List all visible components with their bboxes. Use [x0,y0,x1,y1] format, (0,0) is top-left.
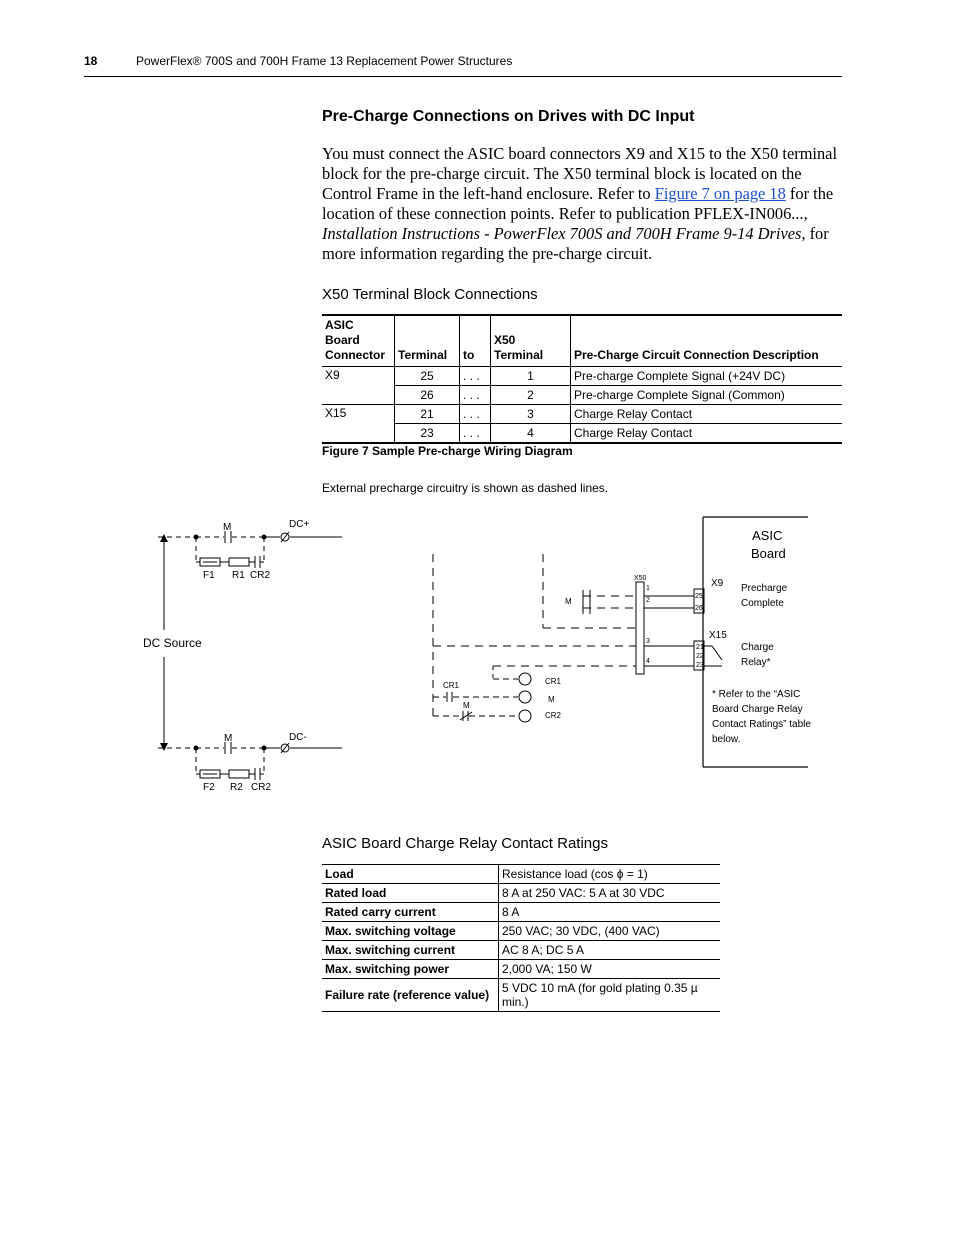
rating-value: 2,000 VA; 150 W [499,960,721,979]
figure-caption: Figure 7 Sample Pre-charge Wiring Diagram [322,444,573,458]
col-description: Pre-Charge Circuit Connection Description [571,315,843,367]
m-contact-label: M [463,701,470,710]
charge-label: Charge [741,642,774,653]
complete-label: Complete [741,598,784,609]
dc-minus-circuit [196,742,342,780]
figure-note: External precharge circuitry is shown as dashed lines. [322,481,609,495]
footnote-line-3: Contact Ratings” table [712,719,811,730]
table-row [322,884,720,903]
table-row [322,941,720,960]
cr2-coil-label: CR2 [545,711,562,720]
pin-22-label: 22 [696,653,704,660]
section-heading: Pre-Charge Connections on Drives with DC Input [322,108,695,125]
x50-terminal-4: 4 [646,658,650,665]
cell-to: . . . [460,367,491,386]
rating-key: Rated carry current [322,903,499,922]
x50-terminal-3: 3 [646,638,650,645]
junction-dot [194,746,199,751]
f2-label: F2 [203,782,215,793]
cell-description: Charge Relay Contact [571,405,843,424]
rating-key: Max. switching power [322,960,499,979]
rating-value: AC 8 A; DC 5 A [499,941,721,960]
footnote-line-2: Board Charge Relay [712,704,803,715]
r1-label: R1 [232,570,245,581]
rating-key: Failure rate (reference value) [322,979,499,1012]
cell-terminal: 23 [395,424,460,444]
rating-value: Resistance load (cos ϕ = 1) [499,865,721,884]
rating-key: Rated load [322,884,499,903]
x50-terminal-block [636,582,694,674]
asic-label: ASIC [752,528,783,543]
cr1-contact-label: CR1 [443,681,460,690]
cell-connector: X15 [325,406,347,420]
table2-caption: ASIC Board Charge Relay Contact Ratings [322,835,608,852]
pin-25-label: 25 [695,593,703,600]
r2-label: R2 [230,782,243,793]
rating-value: 250 VAC; 30 VDC, (400 VAC) [499,922,721,941]
m-label-bottom: M [224,733,233,744]
cell-terminal: 21 [395,405,460,424]
board-label: Board [751,546,786,561]
rating-key: Load [322,865,499,884]
dc-source-label: DC Source [143,636,202,650]
table1-caption: X50 Terminal Block Connections [322,286,538,303]
cell-to: . . . [460,386,491,405]
rating-key: Max. switching current [322,941,499,960]
m-label-top: M [223,522,232,533]
cell-terminal: 26 [395,386,460,405]
pin-21-label: 21 [696,644,704,651]
para-text-2: for the location of these connection points. Refer to publication PFLEX-IN006..., [322,184,834,223]
table-row [322,979,720,1012]
f1-label: F1 [203,570,215,581]
rating-value: 8 A at 250 VAC: 5 A at 30 VDC [499,884,721,903]
table-row [322,922,720,941]
dc-plus-circuit [196,531,342,568]
cell-x50: 2 [491,386,571,405]
col-asic-connector: ASIC Board Connector [325,318,385,362]
cell-to: . . . [460,424,491,444]
precharge-label: Precharge [741,583,788,594]
cr2-label-top: CR2 [250,570,271,581]
running-title: PowerFlex® 700S and 700H Frame 13 Replacement Power Structures [136,54,513,68]
cell-description: Pre-charge Complete Signal (+24V DC) [571,367,843,386]
rating-value: 5 VDC 10 mA (for gold plating 0.35 µ min.) [499,979,721,1012]
cell-terminal: 25 [395,367,460,386]
pin-23-label: 23 [696,662,704,669]
x50-terminal-2: 2 [646,597,650,604]
rating-value: 8 A [499,903,721,922]
dc-plus-label: DC+ [289,519,310,530]
cell-connector: X9 [325,368,340,382]
col-to: to [460,315,491,367]
junction-dot [262,746,267,751]
cell-x50: 3 [491,405,571,424]
x50-label: X50 [634,575,647,582]
page-number: 18 [84,54,98,68]
figure-link[interactable]: Figure 7 on page 18 [654,184,786,203]
cell-x50: 1 [491,367,571,386]
publication-title: Installation Instructions - PowerFlex 700S and 700H Frame 9-14 Drives [322,224,802,243]
junction-dot [194,535,199,540]
x15-label: X15 [709,630,727,641]
external-precharge-circuit [433,554,636,722]
cell-x50: 4 [491,424,571,444]
cell-description: Pre-charge Complete Signal (Common) [571,386,843,405]
x50-terminal-1: 1 [646,585,650,592]
footnote-line-4: below. [712,734,741,745]
cell-description: Charge Relay Contact [571,424,843,444]
junction-dot [262,535,267,540]
relay-ratings-table [322,864,720,1012]
col-x50-terminal: X50 Terminal [491,315,571,367]
cr1-coil-label: CR1 [545,677,562,686]
para-text-3: , for more information regarding the pre-charge circuit. [322,224,829,263]
footnote-line-1: * Refer to the “ASIC [712,689,801,700]
pin-26-label: 26 [695,605,703,612]
m-coil-label: M [548,695,555,704]
x9-label: X9 [711,578,724,589]
col-terminal: Terminal [395,315,460,367]
cell-to: . . . [460,405,491,424]
cr2-label-bottom: CR2 [251,782,272,793]
table-row [322,865,720,884]
para-text-1: You must connect the ASIC board connectors X9 and X15 to the X50 terminal block for the pre-charge circuit. The X50 terminal block is located on the Control Frame in the left-hand enclosure. Refer to [322,144,838,203]
table-row [322,960,720,979]
relay-label: Relay* [741,657,771,668]
m-coil-left-label: M [565,597,572,606]
table-row [322,903,720,922]
rating-key: Max. switching voltage [322,922,499,941]
dc-minus-label: DC- [289,732,307,743]
